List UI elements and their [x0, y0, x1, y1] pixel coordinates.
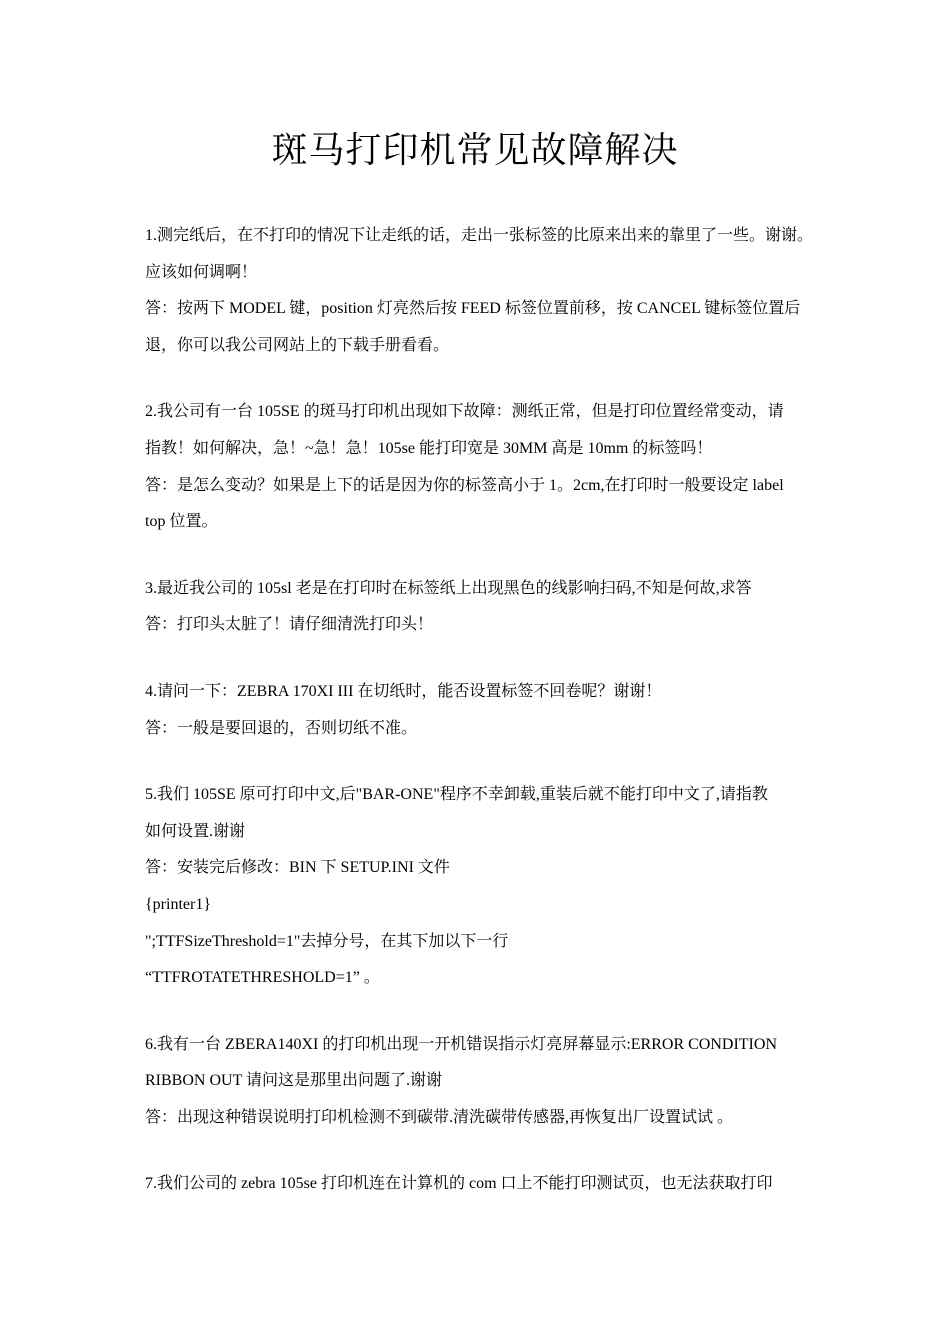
- qa-item-7: [145, 1166, 820, 1203]
- text-line: 退，你可以我公司网站上的下载手册看看。: [145, 336, 450, 354]
- text-line: ";TTFSizeThreshold=1"去掉分号，在其下加以下一行: [145, 932, 509, 950]
- text-line: 答：出现这种错误说明打印机检测不到碳带.清洗碳带传感器,再恢复出厂设置试试 。: [145, 1108, 734, 1126]
- text-line: 答：打印头太脏了！请仔细清洗打印头！: [145, 616, 434, 634]
- paragraph-gap: [145, 364, 820, 394]
- text-line: top 位置。: [145, 513, 218, 531]
- text-line: 答：安装完后修改：BIN 下 SETUP.INI 文件: [145, 859, 450, 877]
- text-line: 答：是怎么变动？如果是上下的话是因为你的标签高小于 1。2cm,在打印时一般要设定 label: [145, 476, 784, 494]
- paragraph-gap: [145, 541, 820, 571]
- text-line: 1.测完纸后，在不打印的情况下让走纸的话，走出一张标签的比原来出来的靠里了一些。谢谢。: [145, 227, 814, 244]
- qa-item-6: [145, 1027, 820, 1137]
- text-line: 3.最近我公司的 105sl 老是在打印时在标签纸上出现黑色的线影响扫码,不知是何故,求答: [145, 579, 752, 597]
- text-line: 答：按两下 MODEL 键，position 灯亮然后按 FEED 标签位置前移，按 CANCEL 键标签位置后: [145, 300, 801, 318]
- document-body: [145, 218, 820, 1203]
- paragraph-gap: [145, 1136, 820, 1166]
- text-line: 答：一般是要回退的，否则切纸不准。: [145, 719, 418, 737]
- paragraph-gap: [145, 644, 820, 674]
- paragraph-gap: [145, 747, 820, 777]
- qa-item-2: [145, 394, 820, 540]
- paragraph-gap: [145, 997, 820, 1027]
- text-line: 7.我们公司的 zebra 105se 打印机连在计算机的 com 口上不能打印测试页，也无法获取打印: [145, 1175, 773, 1193]
- text-line: “TTFROTATETHRESHOLD=1” 。: [145, 969, 380, 987]
- qa-item-3: [145, 571, 820, 644]
- text-line: 4.请问一下：ZEBRA 170XI III 在切纸时，能否设置标签不回卷呢？谢谢！: [145, 682, 662, 700]
- qa-item-1: [145, 218, 820, 364]
- document-title: 斑马打印机常见故障解决: [271, 130, 679, 170]
- text-line: 6.我有一台 ZBERA140XI 的打印机出现一开机错误指示灯亮屏幕显示:ERROR CONDITION: [145, 1035, 777, 1053]
- text-line: 2.我公司有一台 105SE 的斑马打印机出现如下故障：测纸正常，但是打印位置经常变动，请: [145, 403, 784, 421]
- text-line: {printer1}: [145, 895, 212, 913]
- text-line: RIBBON OUT 请问这是那里出问题了.谢谢: [145, 1072, 443, 1090]
- qa-item-4: [145, 674, 820, 747]
- text-line: 指教！如何解决，急！~急！急！105se 能打印宽是 30MM 高是 10mm 的标签吗！: [145, 439, 713, 457]
- text-line: 如何设置.谢谢: [145, 822, 246, 840]
- qa-item-5: [145, 777, 820, 997]
- text-line: 5.我们 105SE 原可打印中文,后"BAR-ONE"程序不幸卸载,重装后就不能打印中文了,请指教: [145, 786, 768, 804]
- text-line: 应该如何调啊！: [145, 263, 258, 281]
